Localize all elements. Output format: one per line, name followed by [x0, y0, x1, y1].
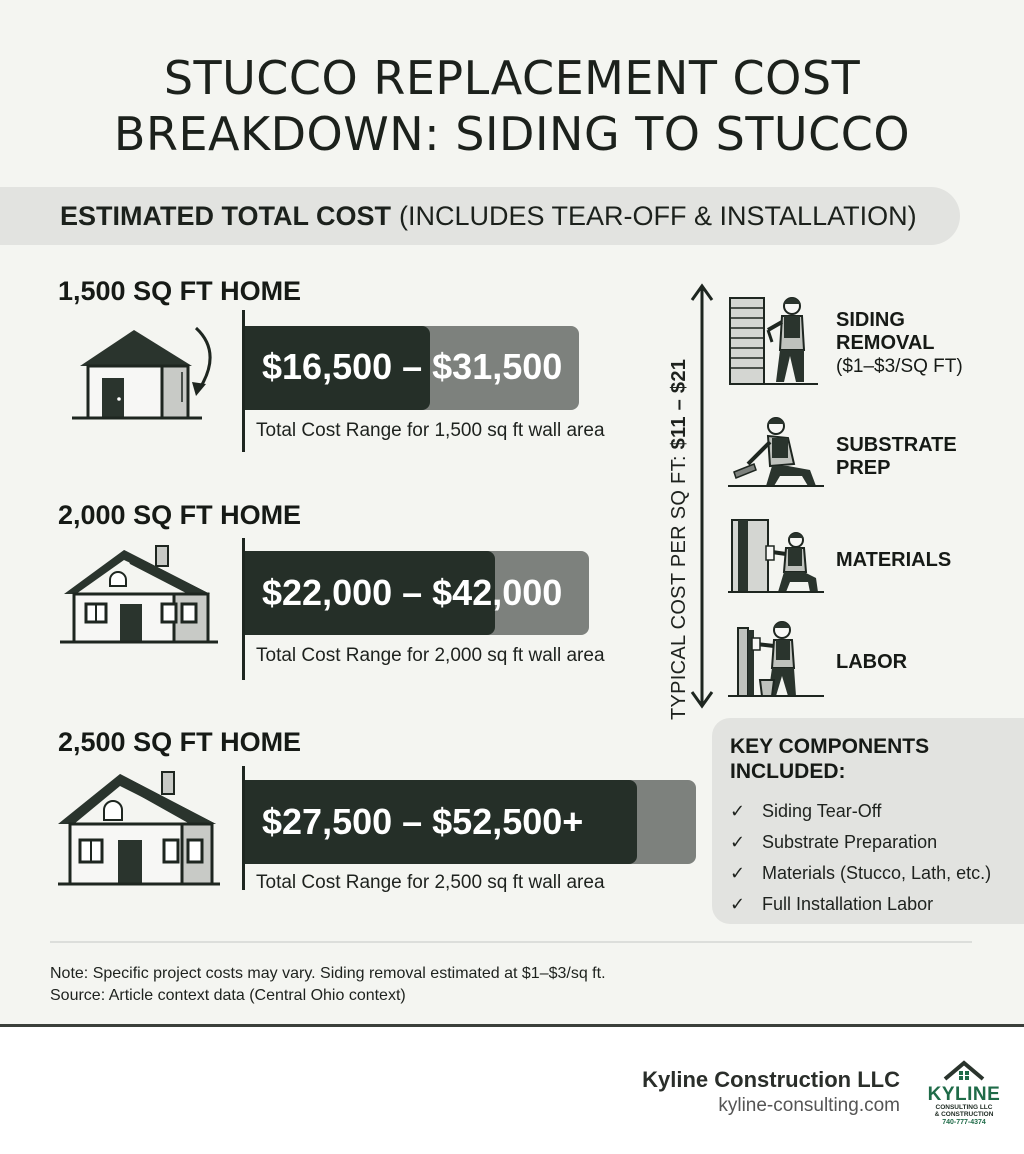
cost-per-sqft-value: $11 – $21	[668, 358, 690, 450]
key-component-1: Siding Tear-Off	[762, 801, 882, 821]
company-logo	[922, 1059, 1006, 1127]
small-house-icon	[72, 322, 222, 422]
home-2-range-text	[262, 572, 562, 614]
logo-sub-2: & CONSTRUCTION	[934, 1111, 994, 1118]
checkmark-icon: ✓	[730, 832, 746, 852]
key-component-4: Full Installation Labor	[762, 894, 934, 914]
note-divider	[50, 941, 972, 943]
home-1-range-text	[262, 346, 562, 388]
component-materials	[836, 549, 951, 572]
component-2-label: SUBSTRATE	[836, 434, 957, 456]
key-components-panel	[712, 718, 1024, 924]
page-title-line-1: STUCCO REPLACEMENT COST	[163, 51, 861, 105]
estimated-total-cost-banner	[0, 187, 960, 245]
home-1-title: 1,500 SQ FT HOME	[58, 276, 302, 306]
key-component-2: Substrate Preparation	[762, 832, 938, 852]
component-2-label-2: PREP	[836, 457, 891, 479]
checkmark-icon: ✓	[730, 863, 746, 883]
logo-house-icon	[941, 1059, 987, 1081]
checkmark-icon: ✓	[730, 894, 746, 914]
page-title-line-2: BREAKDOWN: SIDING TO STUCCO	[113, 107, 911, 161]
key-component-3: Materials (Stucco, Lath, etc.)	[762, 863, 992, 883]
component-1-label: SIDING	[836, 309, 905, 331]
cost-per-sqft-label	[668, 359, 691, 720]
company-url[interactable]: kyline-consulting.com	[718, 1095, 900, 1116]
home-1-caption: Total Cost Range for 1,500 sq ft wall area	[256, 420, 605, 441]
logo-name: KYLINE	[927, 1084, 1001, 1105]
home-1-range-low: $16,500 –	[262, 346, 433, 387]
footer	[0, 1024, 1024, 1154]
list-item	[730, 858, 1024, 889]
cost-per-sqft-text: TYPICAL COST PER SQ FT:	[668, 449, 690, 720]
medium-house-icon	[60, 542, 218, 646]
banner-rest-text: (INCLUDES TEAR-OFF & INSTALLATION)	[399, 200, 917, 231]
home-3-range-text	[262, 801, 583, 843]
home-2-title: 2,000 SQ FT HOME	[58, 500, 302, 530]
footnote-line-1: Note: Specific project costs may vary. Siding removal estimated at $1–$3/sq ft.	[50, 965, 606, 982]
logo-sub-1: CONSULTING LLC	[935, 1104, 993, 1111]
list-item	[730, 827, 1024, 858]
page-title	[0, 50, 1024, 162]
home-3-range-low: $27,500 – $52,500+	[262, 801, 584, 842]
home-3-caption: Total Cost Range for 2,500 sq ft wall area	[256, 872, 605, 893]
siding-removal-worker-icon	[728, 292, 824, 388]
home-2-range-high: ,000	[492, 572, 563, 613]
component-1-sub: ($1–$3/SQ FT)	[836, 356, 963, 377]
list-item	[730, 796, 1024, 827]
component-siding-removal	[836, 309, 963, 378]
labor-worker-icon	[728, 616, 824, 700]
footnote	[50, 963, 606, 1007]
component-1-label-2: REMOVAL	[836, 332, 935, 354]
key-components-list	[730, 796, 1024, 920]
banner-bold-text: ESTIMATED TOTAL COST	[60, 200, 392, 231]
component-substrate-prep	[836, 434, 957, 480]
component-4-label: LABOR	[836, 651, 908, 673]
home-3-title: 2,500 SQ FT HOME	[58, 727, 302, 757]
home-2-caption: Total Cost Range for 2,000 sq ft wall area	[256, 645, 605, 666]
materials-worker-icon	[728, 516, 824, 596]
large-house-icon	[56, 770, 222, 890]
component-3-label: MATERIALS	[836, 549, 952, 571]
home-1-range-high: $31,500	[432, 346, 563, 387]
company-name: Kyline Construction LLC	[642, 1067, 900, 1092]
home-2-range-low: $22,000 – $42	[262, 572, 493, 613]
logo-phone: 740-777-4374	[942, 1119, 986, 1126]
list-item	[730, 889, 1024, 920]
footnote-line-2: Source: Article context data (Central Ohio context)	[50, 987, 406, 1004]
component-labor	[836, 651, 907, 674]
substrate-prep-worker-icon	[728, 412, 824, 492]
key-components-title: KEY COMPONENTS INCLUDED:	[730, 735, 930, 783]
checkmark-icon: ✓	[730, 801, 746, 821]
